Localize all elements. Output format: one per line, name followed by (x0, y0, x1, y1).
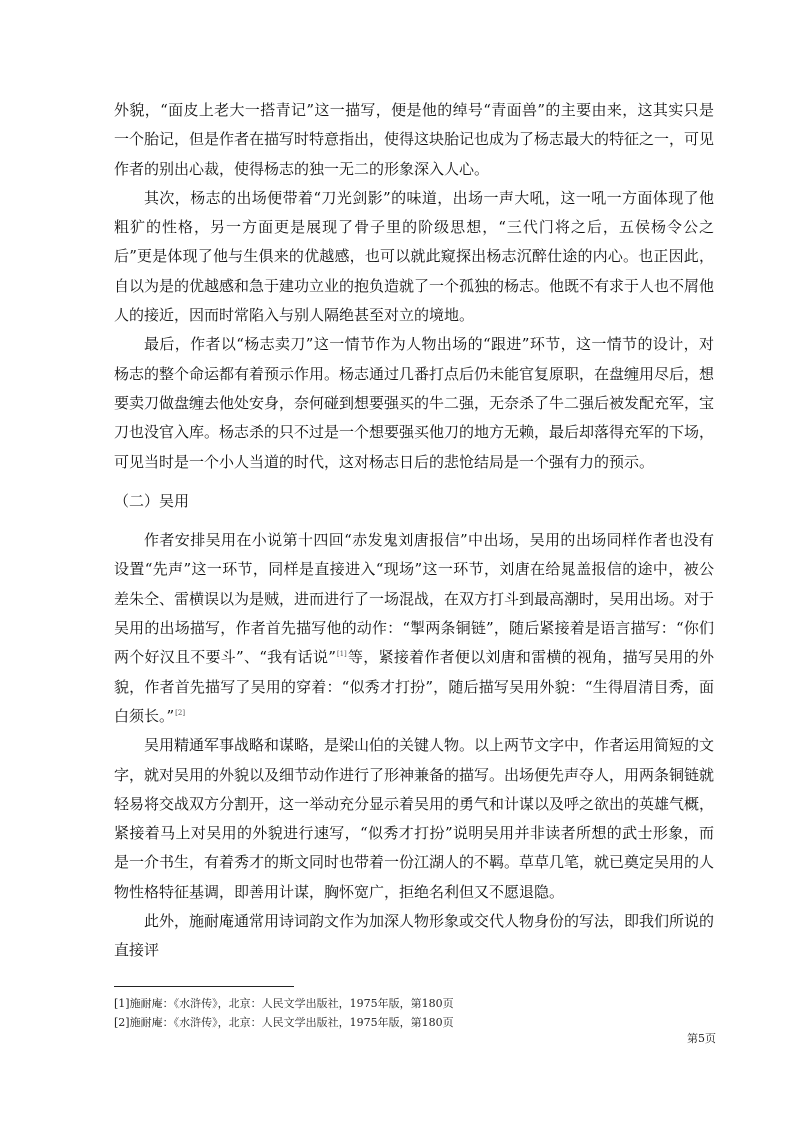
paragraph: 吴用精通军事战略和谋略，是梁山伯的关键人物。以上两节文字中，作者运用简短的文字，就对吴用的外貌以及细节动作进行了形神兼备的描写。出场便先声夺人，用两条铜链就轻易将交战双方分割开，这一举动充分显示着吴用的勇气和计谋以及呼之欲出的英雄气概，紧接着马上对吴用的外貌进行速写，“似秀才打扮”说明吴用并非读者所想的武士形象，而是一介书生，有着秀才的斯文同时也带着一份江湖人的不羁。草草几笔，就已奠定吴用的人物性格特征基调，即善用计谋，胸怀宽广，拒绝名利但又不愿退隐。 (114, 736, 715, 901)
footnote-item: [2]施耐庵：《水浒传》，北京：人民文学出版社，1975年版，第180页 (114, 1016, 454, 1029)
paragraph: 外貌，“面皮上老大一搭青记”这一描写，便是他的绰号“青面兽”的主要由来，这其实只是一个胎记，但是作者在描写时特意指出，使得这块胎记也成为了杨志最大的特征之一，可见作者的别出心裁，使得杨志的独一无二的形象深入人心。 (114, 101, 715, 178)
paragraph (114, 526, 714, 731)
footnote-ref[interactable]: [2] (175, 708, 186, 717)
page-number: 第5页 (687, 1032, 716, 1045)
paragraph: 此外，施耐庵通常用诗词韵文作为加深人物形象或交代人物身份的写法，即我们所说的直接评 (114, 912, 715, 960)
paragraph-text: 等，紧接着作者便以刘唐和雷横的视角，描写吴用的外貌，作者首先描写了吴用的穿着：“似秀才打扮”，随后描写吴用外貌：“生得眉清目秀，面白须长。” (114, 648, 714, 725)
body-text (114, 96, 714, 966)
footnote-ref[interactable]: [1] (336, 650, 347, 659)
paragraph-text: 作者安排吴用在小说第十四回“赤发鬼刘唐报信”中出场，吴用的出场同样作者也没有设置“先声”这一环节，同样是直接进入“现场”这一环节，刘唐在给晁盖报信的途中，被公差朱仝、雷横误以为是贼，进而进行了一场混战，在双方打斗到最高潮时，吴用出场。对于吴用的出场描写，作者首先描写他的动作：“掣两条铜链”，随后紧接着是语言描写：“你们两个好汉且不要斗”、“我有话说” (114, 531, 715, 667)
section-heading: （二）吴用 (114, 491, 190, 510)
paragraph: 其次，杨志的出场便带着“刀光剑影”的味道，出场一声大吼，这一吼一方面体现了他粗犷的性格，另一方面更是展现了骨子里的阶级思想，“三代门将之后，五侯杨令公之后”更是体现了他与生俱来的优越感，也可以就此窥探出杨志沉醉仕途的内心。也正因此，自以为是的优越感和急于建功立业的抱负造就了一个孤独的杨志。他既不有求于人也不屑他人的接近，因而时常陷入与别人隔绝甚至对立的境地。 (114, 188, 715, 325)
footnotes (114, 994, 714, 1032)
paragraph: 最后，作者以“杨志卖刀”这一情节作为人物出场的“跟进”环节，这一情节的设计，对杨志的整个命运都有着预示作用。杨志通过几番打点后仍未能官复原职，在盘缠用尽后，想要卖刀做盘缠去他处安身，奈何碰到想要强买的牛二强，无奈杀了牛二强后被发配充军，宝刀也没官入库。杨志杀的只不过是一个想要强买他刀的地方无赖，最后却落得充军的下场，可见当时是一个小人当道的时代，这对杨志日后的悲怆结局是一个强有力的预示。 (114, 335, 715, 471)
footnote-item: [1]施耐庵：《水浒传》，北京：人民文学出版社，1975年版，第180页 (114, 997, 454, 1010)
footnote-divider (114, 986, 294, 987)
